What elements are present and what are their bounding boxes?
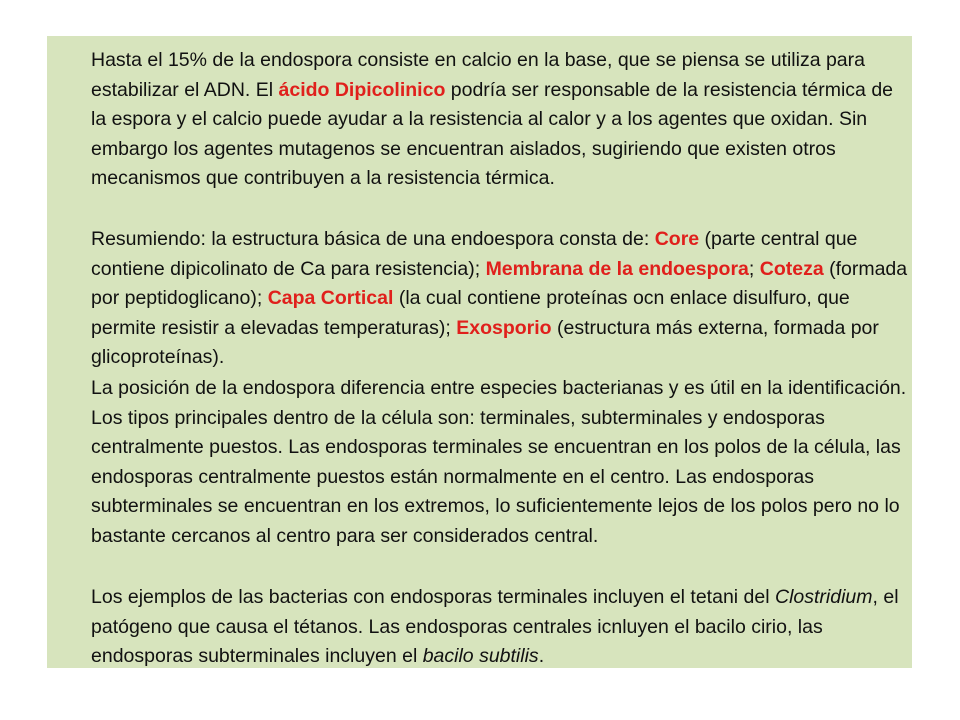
paragraph-examples (91, 583, 909, 672)
p2-text-1: Resumiendo: la estructura básica de una endoespora consta de: (91, 228, 655, 250)
italic-clostridium: Clostridium (774, 586, 873, 608)
p1-text-after: podría ser responsable de la resistencia térmica de la espora y el calcio puede ayudar a la resistencia al calor y a los agentes que oxidan. Sin embargo los agentes mutagenos se encuentran aislados, sugiriendo que existen otros mecanismos que contribuyen a la resistencia térmica. (91, 78, 894, 190)
p1-text: Hasta el 15% de la endospora consiste en calcio en la base, que se piensa se utiliza para estabilizar el ADN. El (91, 49, 865, 101)
p4-text-3: . (538, 645, 545, 668)
highlight-exosporio: Exosporio (456, 316, 552, 339)
paragraph-position (91, 374, 909, 552)
highlight-membrana: Membrana de la endoespora (485, 257, 749, 280)
p2-text-3: ; (748, 257, 760, 280)
p4-text-2: , el patógeno que causa el tétanos. Las endosporas centrales icnluyen el bacilo cirio, las endosporas subterminales incluyen el (91, 586, 899, 668)
paragraph-calcium (91, 46, 909, 194)
highlight-core: Core (654, 228, 700, 250)
p4-text-1: Los ejemplos de las bacterias con endosporas terminales incluyen el tetani del (91, 586, 775, 608)
highlight-capa-cortical: Capa Cortical (267, 287, 394, 310)
paragraph-summary (91, 225, 909, 373)
p2-text-4: (formada por peptidoglicano); (91, 257, 908, 310)
highlight-coteza: Coteza (759, 257, 824, 280)
p2-text-5: (la cual contiene proteínas ocn enlace disulfuro, que permite resistir a elevadas temperaturas); (91, 287, 850, 339)
p2-text-6: (estructura más externa, formada por glicoproteínas). (91, 316, 879, 369)
p2-text-2: (parte central que contiene dipicolinato de Ca para resistencia); (91, 228, 858, 280)
content-box (47, 36, 912, 668)
italic-bacilo-subtilis: bacilo subtilis (422, 645, 539, 668)
p3-text: La posición de la endospora diferencia entre especies bacterianas y es útil en la identificación. Los tipos principales dentro de la célula son: terminales, subterminales y endosporas centralmente puestos. Las endosporas terminales se encuentran en los polos de la célula, las endosporas centralmente puestos están normalmente en el centro. Las endosporas subterminales se encuentran en los extremos, lo suficientemente lejos de los polos pero no lo bastante cercanos al centro para ser considerados central. (91, 377, 907, 547)
highlight-acido-dipicolinico: ácido Dipicolinico (278, 78, 446, 101)
